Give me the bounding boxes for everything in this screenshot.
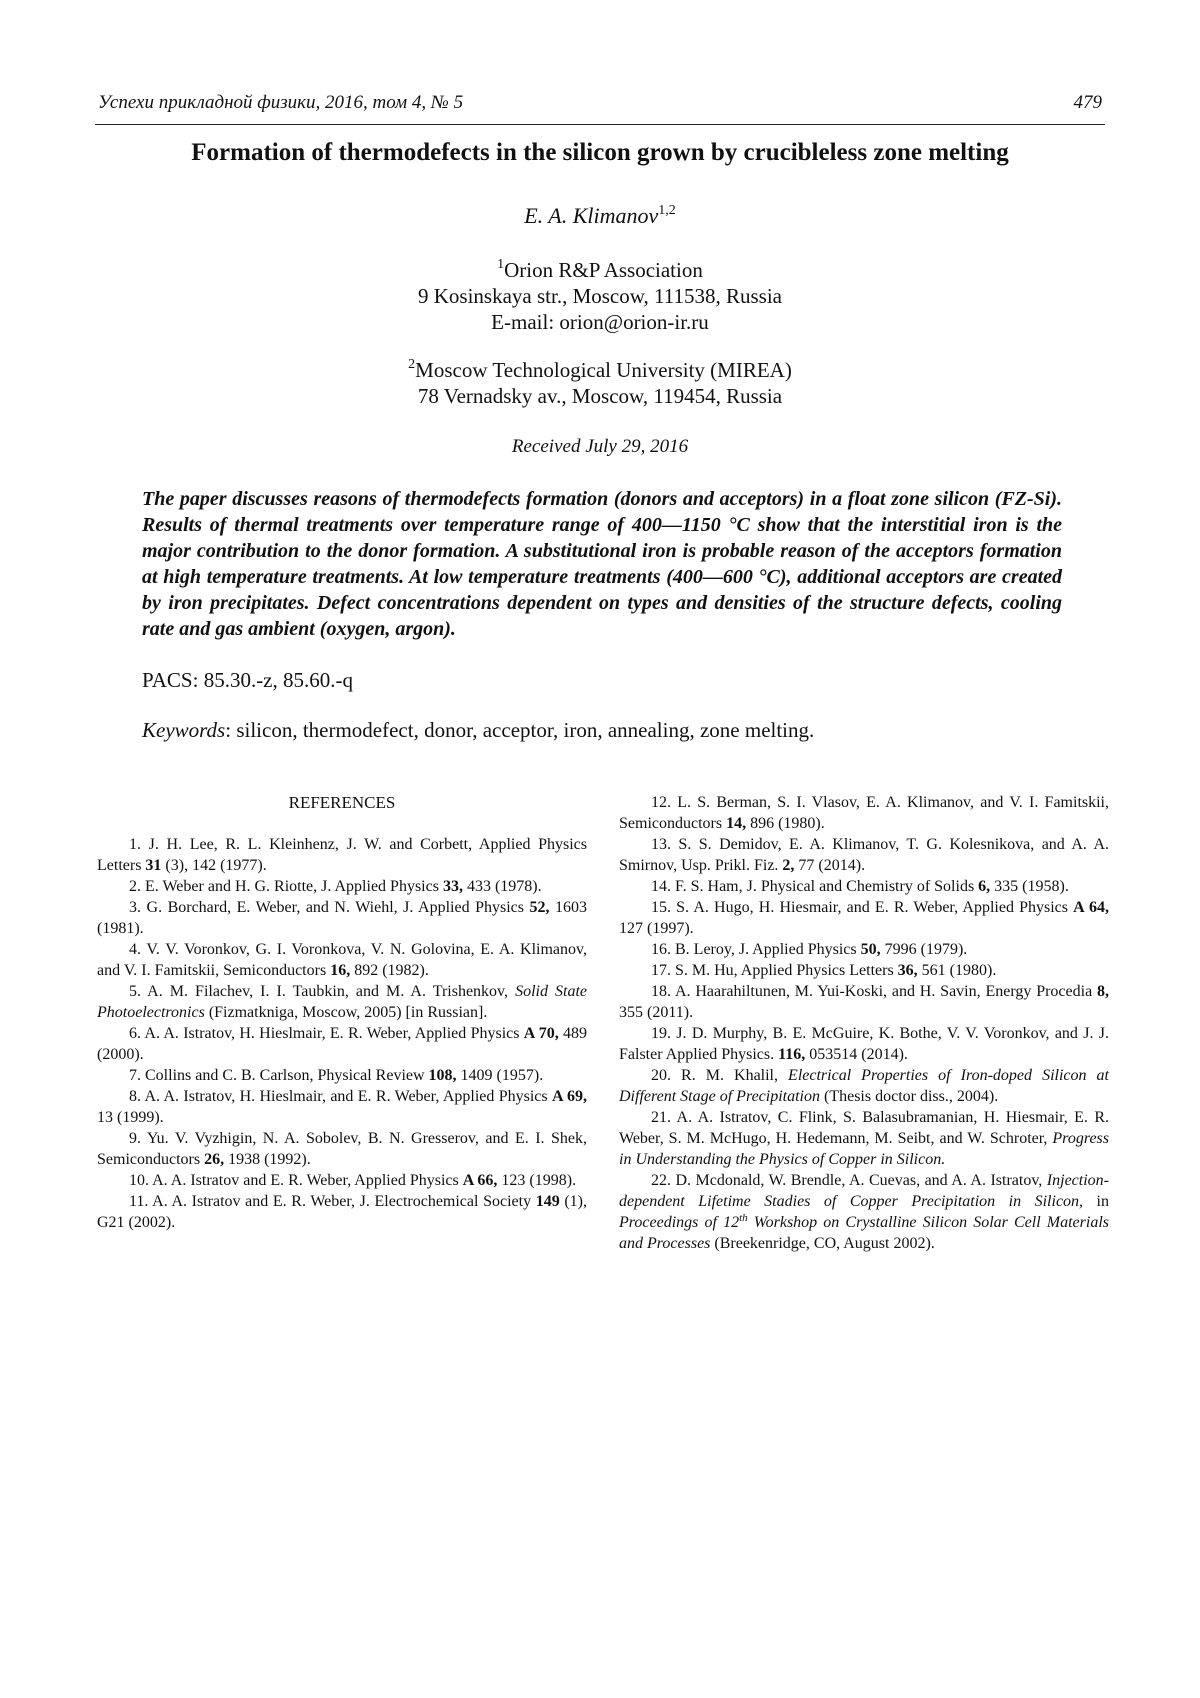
reference-text: 20. R. M. Khalil, [651, 1067, 789, 1084]
reference-text: Electrical Properties of Iron-doped Silicon at Different Stage of Precipitation [619, 1067, 1109, 1105]
reference-text: 8. A. A. Istratov, H. Hieslmair, and E. R. Weber, Applied Physics [129, 1088, 552, 1105]
reference-text: 355 (2011). [619, 1004, 694, 1021]
reference-text: 053514 (2014). [805, 1046, 908, 1063]
affiliation-1-mark: 1 [497, 257, 505, 272]
reference-text: 7996 (1979). [880, 941, 968, 958]
reference-text: 52, [529, 899, 550, 916]
reference-text: 6. A. A. Istratov, H. Hieslmair, E. R. Weber, Applied Physics [129, 1025, 524, 1042]
reference-text: 127 (1997). [619, 920, 694, 937]
reference-item [97, 981, 587, 1023]
reference-text: 31 [145, 857, 162, 874]
references-column-left [97, 792, 587, 1233]
reference-item [619, 834, 1109, 876]
reference-text: 3. G. Borchard, E. Weber, and N. Wiehl, J. Applied Physics [129, 899, 530, 916]
reference-text: A 69, [551, 1088, 588, 1105]
affiliation-2-name-line [95, 357, 1105, 383]
reference-text: Proceedings of 12 [619, 1214, 740, 1231]
reference-text: 123 (1998). [497, 1172, 577, 1189]
reference-text: Injection-dependent Lifetime Stadies of Copper Precipitation in Silicon, [619, 1172, 1109, 1210]
reference-text: 14. F. S. Ham, J. Physical and Chemistry of Solids [651, 878, 979, 895]
reference-text: 16. B. Leroy, J. Applied Physics [651, 941, 861, 958]
affiliation-1-name-line [95, 257, 1105, 283]
reference-item [619, 960, 1109, 981]
affiliation-2 [95, 357, 1105, 409]
keywords [142, 718, 814, 743]
affiliation-2-name: Moscow Technological University (MIREA) [415, 358, 792, 382]
reference-text: 896 (1980). [746, 815, 825, 832]
author-name: E. A. Klimanov [524, 203, 659, 228]
reference-text: 335 (1958). [990, 878, 1069, 895]
reference-item [619, 1107, 1109, 1170]
reference-text: 892 (1982). [350, 962, 429, 979]
reference-text: 16, [330, 962, 351, 979]
reference-text: A 64, [1073, 899, 1110, 916]
reference-text: 21. A. A. Istratov, C. Flink, S. Balasubramanian, H. Hiesmair, E. R. Weber, S. M. McHugo, H. Hedemann, M. Seibt, and W. Schroter, [619, 1109, 1109, 1147]
reference-item [97, 939, 587, 981]
author-line [95, 203, 1105, 229]
reference-text: 11. A. A. Istratov and E. R. Weber, J. Electrochemical Society [129, 1193, 536, 1210]
keywords-label: Keywords [142, 718, 226, 742]
reference-text: 2. E. Weber and H. G. Riotte, J. Applied Physics [129, 878, 443, 895]
keywords-text: : silicon, thermodefect, donor, acceptor, iron, annealing, zone melting. [225, 718, 815, 742]
reference-text: 22. D. Mcdonald, W. Brendle, A. Cuevas, and A. A. Istratov, [651, 1172, 1047, 1189]
reference-text: 19. J. D. Murphy, B. E. McGuire, K. Bothe, V. V. Voronkov, and J. J. Falster Applied Physics. [619, 1025, 1109, 1063]
reference-item [97, 1170, 587, 1191]
reference-item [619, 939, 1109, 960]
author-affiliation-marks: 1,2 [658, 203, 676, 218]
affiliation-1 [95, 257, 1105, 335]
received-date: Received July 29, 2016 [511, 436, 689, 457]
reference-item [97, 1128, 587, 1170]
reference-item [619, 792, 1109, 834]
reference-item [619, 897, 1109, 939]
reference-text: A 70, [523, 1025, 559, 1042]
abstract: The paper discusses reasons of thermodefects formation (donors and acceptors) in a float zone silicon (FZ-Si). Results of thermal treatments over temperature range of 400—1150 °C show that the interstitial iron is the major contribution to the donor formation. A substitutional iron is probable reason of the acceptors formation at high temperature treatments. At low temperature treatments (400—600 °C), additional acceptors are created by iron precipitates. Defect concentrations dependent on types and densities of the structure defects, cooling rate and gas ambient (oxygen, argon). [142, 488, 1062, 640]
reference-item [97, 1191, 587, 1233]
paper-title: Formation of thermodefects in the silicon grown by crucibleless zone melting [191, 139, 1009, 166]
reference-text: 13 (1999). [97, 1109, 164, 1126]
reference-text: 116, [778, 1046, 806, 1063]
reference-item [619, 981, 1109, 1023]
reference-text: 17. S. M. Hu, Applied Physics Letters [651, 962, 898, 979]
reference-text: 1409 (1957). [456, 1067, 544, 1084]
reference-text: (Thesis doctor diss., 2004). [820, 1088, 999, 1105]
references-heading: REFERENCES [288, 793, 396, 812]
page-number: 479 [1073, 92, 1102, 113]
affiliation-2-address: 78 Vernadsky av., Moscow, 119454, Russia [417, 384, 783, 408]
reference-text: 1603 (1981). [97, 899, 588, 937]
reference-text: Progress in Understanding the Physics of Copper in Silicon. [619, 1130, 1109, 1168]
reference-text: 149 [535, 1193, 560, 1210]
reference-text: 9. Yu. V. Vyzhigin, N. A. Sobolev, B. N. Gresserov, and E. I. Shek, Semiconductors [97, 1130, 587, 1168]
affiliation-1-email: E-mail: orion@orion-ir.ru [491, 310, 709, 334]
journal-reference: Успехи прикладной физики, 2016, том 4, № 5 [98, 92, 464, 113]
reference-text: th [739, 1212, 748, 1224]
reference-item [619, 876, 1109, 897]
reference-item [97, 834, 587, 876]
reference-text: (Fizmatkniga, Moscow, 2005) [in Russian]. [204, 1004, 488, 1021]
affiliation-2-mark: 2 [408, 357, 416, 372]
reference-text: 4. V. V. Voronkov, G. I. Voronkova, V. N. Golovina, E. A. Klimanov, and V. I. Famitskii, Semiconductors [97, 941, 587, 979]
reference-text: 77 (2014). [794, 857, 866, 874]
reference-text: 2, [782, 857, 795, 874]
reference-item [619, 1023, 1109, 1065]
reference-item [619, 1170, 1109, 1254]
reference-text: 10. A. A. Istratov and E. R. Weber, Applied Physics [129, 1172, 463, 1189]
reference-text: 33, [442, 878, 463, 895]
reference-text: 15. S. A. Hugo, H. Hiesmair, and E. R. Weber, Applied Physics [651, 899, 1074, 916]
reference-text: 8, [1097, 983, 1109, 1000]
reference-text: 14, [726, 815, 747, 832]
reference-item [97, 1023, 587, 1065]
reference-item [97, 1065, 587, 1086]
reference-text: 561 (1980). [917, 962, 997, 979]
running-header [95, 92, 1105, 125]
reference-item [97, 876, 587, 897]
reference-text: 13. S. S. Demidov, E. A. Klimanov, T. G. Kolesnikova, and A. A. Smirnov, Usp. Prikl. Fiz. [619, 836, 1109, 874]
reference-text: Solid State Photoelectronics [97, 983, 587, 1021]
reference-text: Workshop on Crystalline Silicon Solar Cell Materials and Processes [619, 1214, 1110, 1252]
reference-text: 489 (2000). [97, 1025, 588, 1063]
reference-text: 36, [897, 962, 918, 979]
reference-text: 26, [204, 1151, 225, 1168]
affiliation-1-address: 9 Kosinskaya str., Moscow, 111538, Russia [418, 284, 782, 308]
reference-text: 1938 (1992). [224, 1151, 311, 1168]
reference-text: 50, [860, 941, 881, 958]
references-column-right [619, 792, 1109, 1254]
reference-item [97, 897, 587, 939]
reference-text: 7. Collins and C. B. Carlson, Physical Review [129, 1067, 429, 1084]
reference-text: (Breekenridge, CO, August 2002). [710, 1235, 935, 1252]
reference-text: 433 (1978). [462, 878, 542, 895]
reference-item [619, 1065, 1109, 1107]
reference-text: A 66, [462, 1172, 498, 1189]
pacs-codes: PACS: 85.30.-z, 85.60.-q [142, 668, 353, 692]
reference-item [97, 1086, 587, 1128]
reference-text: 6, [978, 878, 991, 895]
reference-text: 12. L. S. Berman, S. I. Vlasov, E. A. Klimanov, and V. I. Famitskii, Semiconductors [619, 794, 1109, 832]
reference-text: in [1083, 1193, 1109, 1210]
reference-text: (3), 142 (1977). [161, 857, 267, 874]
reference-text: 5. A. M. Filachev, I. I. Taubkin, and M. A. Trishenkov, [129, 983, 516, 1000]
reference-text: 18. A. Haarahiltunen, M. Yui-Koski, and H. Savin, Energy Procedia [651, 983, 1097, 1000]
reference-text: 1. J. H. Lee, R. L. Kleinhenz, J. W. and Corbett, Applied Physics Letters [97, 836, 587, 874]
reference-text: 108, [428, 1067, 457, 1084]
affiliation-1-name: Orion R&P Association [504, 258, 703, 282]
reference-text: (1), G21 (2002). [97, 1193, 588, 1231]
